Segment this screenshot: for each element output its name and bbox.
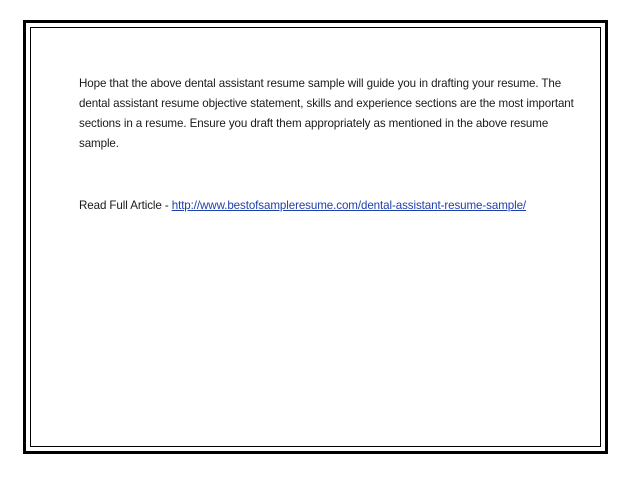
read-more-label: Read Full Article -: [79, 199, 172, 212]
body-paragraph: Hope that the above dental assistant resume sample will guide you in drafting your resume. The dental assistant resume objective statement, skills and experience sections are the most important sections in a resume. Ensure you draft them appropriately as mentioned in the above resume sample.: [79, 77, 574, 150]
article-link[interactable]: http://www.bestofsampleresume.com/dental-assistant-resume-sample/: [171, 199, 527, 212]
document-content: [79, 74, 579, 216]
read-more-line: [79, 196, 579, 216]
